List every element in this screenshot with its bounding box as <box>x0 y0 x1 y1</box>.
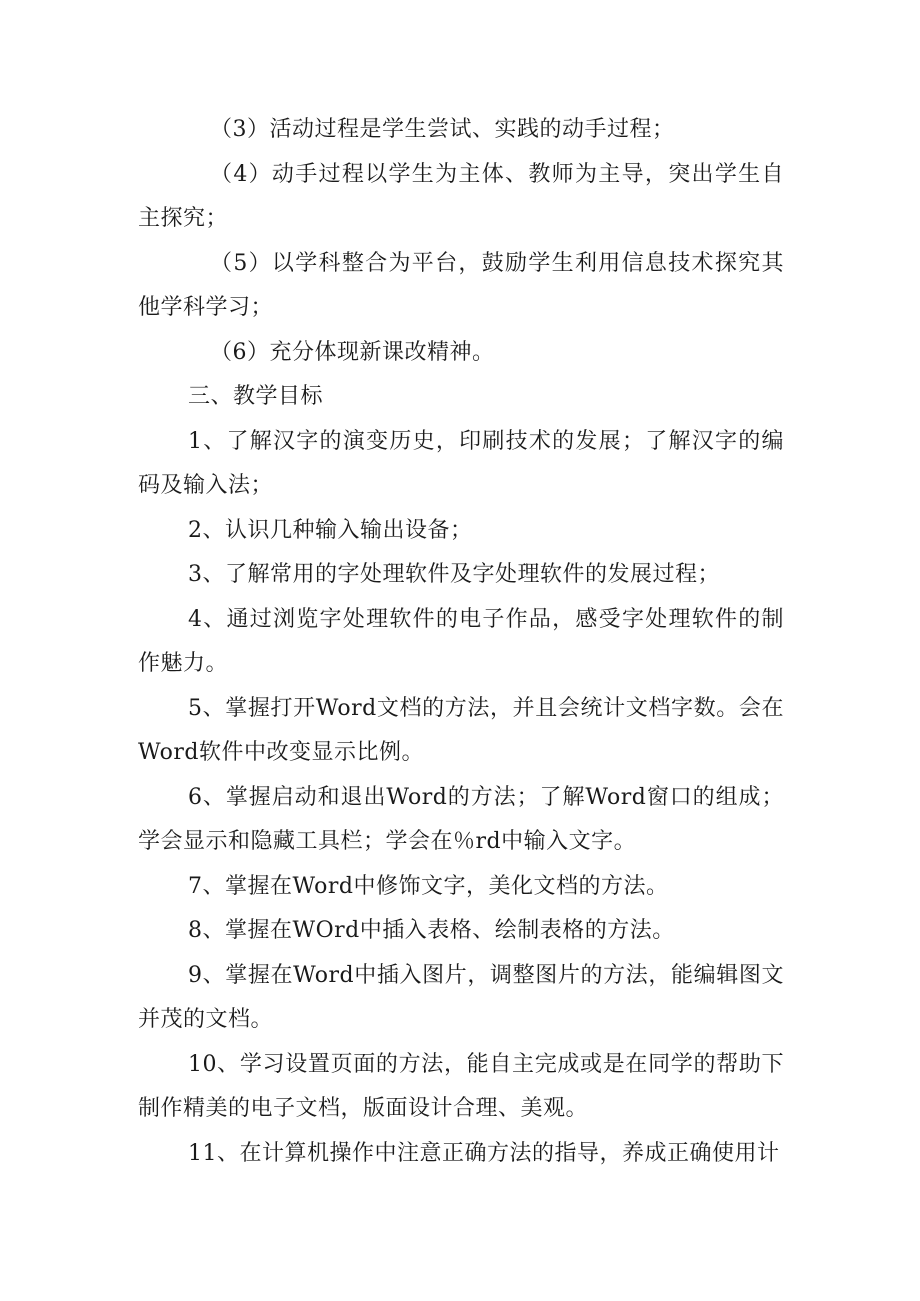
paragraph: 4、通过浏览字处理软件的电子作品，感受字处理软件的制作魅力。 <box>138 606 784 676</box>
paragraph: 9、掌握在Word中插入图片，调整图片的方法，能编辑图文并茂的文档。 <box>138 962 784 1032</box>
paragraph: （4）动手过程以学生为主体、教师为主导，突出学生自主探究； <box>138 161 784 231</box>
paragraph: 6、掌握启动和退出Word的方法；了解Word窗口的组成；学会显示和隐藏工具栏；学会在％rd中输入文字。 <box>138 784 784 854</box>
paragraph: 5、掌握打开Word文档的方法，并且会统计文档字数。会在Word软件中改变显示比例。 <box>138 695 784 765</box>
paragraph: 7、掌握在Word中修饰文字，美化文档的方法。 <box>188 873 669 899</box>
paragraph: 3、了解常用的字处理软件及字处理软件的发展过程； <box>188 562 720 587</box>
section-heading: 三、教学目标 <box>188 384 324 409</box>
document-body <box>138 108 784 1176</box>
paragraph: 11、在计算机操作中注意正确方法的指导，养成正确使用计 <box>188 1140 780 1166</box>
paragraph: 2、认识几种输入输出设备； <box>188 517 473 543</box>
paragraph: （6）充分体现新课改精神。 <box>210 339 495 365</box>
paragraph: 1、了解汉字的演变历史，印刷技术的发展；了解汉字的编码及输入法； <box>138 428 784 498</box>
paragraph: （3）活动过程是学生尝试、实践的动手过程； <box>210 117 675 142</box>
paragraph: 8、掌握在WOrd中插入表格、绘制表格的方法。 <box>188 918 675 943</box>
paragraph: 10、学习设置页面的方法，能自主完成或是在同学的帮助下制作精美的电子文档，版面设计合理、美观。 <box>138 1051 784 1121</box>
paragraph: （5）以学科整合为平台，鼓励学生利用信息技术探究其他学科学习； <box>138 250 784 320</box>
